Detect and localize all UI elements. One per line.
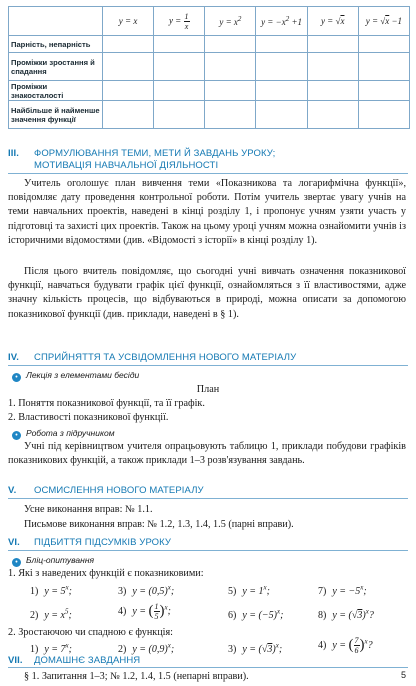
plan-item: 2. Властивості показникової функції. (8, 412, 169, 423)
section-4-paragraph: Учні під керівництвом учителя опрацьовують таблицю 1, приклади побудови графіків показникових функцій, а також приклади 1–3 розв'язування завдань. (8, 441, 406, 467)
table-row (9, 36, 410, 53)
option: 4) y = ( $\frac{7}{6}$ )$^x$? (318, 636, 373, 655)
plan-title: План (196, 384, 220, 395)
question-2: 2. Зростаючою чи спадною є функція: (8, 627, 174, 638)
section-3-paragraph-2: Після цього вчитель повідомляє, що сьогодні учні вивчать означення показникової функції, навчаться будувати графік цієї функції, ознайомляться з її властивостями, адже значну кількість процесів, що відбуваються в природі, можна описати за допомогою показникової функції (див. приклади, наведені в § 1). (8, 266, 406, 320)
subheading-blitz: • Бліц-опитування (12, 555, 94, 567)
row-label: Проміжки зростання й спадання (9, 53, 103, 81)
option: 6) $y = (-5)^x$; (228, 608, 284, 622)
option: 1) $y = 7^x$; (30, 642, 72, 656)
row-label: Найбільше й найменше значення функції (9, 101, 103, 129)
homework-line: § 1. Запитання 1–3; № 1.2, 1.4, 1.5 (непарні вправи). (24, 671, 249, 682)
table-row (9, 53, 410, 81)
option: 1) $y = 5^x$; (30, 584, 72, 598)
option: 3) $y = (√3)^x$; (228, 642, 283, 656)
option: 5) $y = 1^x$; (228, 584, 270, 598)
table-header-row (9, 7, 410, 36)
page-number: 5 (400, 670, 406, 680)
header-y-x-squared: $y = x^2$ (205, 7, 256, 36)
plan-item: 1. Поняття показникової функції, та її графік. (8, 398, 205, 409)
header-y-sqrt-x-minus-1: y = √x −1 (358, 7, 409, 36)
section-heading-6: VI. ПІДБИТТЯ ПІДСУМКІВ УРОКУ (8, 537, 408, 548)
section-heading-7: VII. ДОМАШНЄ ЗАВДАННЯ (8, 655, 408, 666)
option: 2) $y = x^5$; (30, 608, 72, 622)
table-row (9, 81, 410, 101)
row-label: Проміжки знакосталості (9, 81, 103, 101)
header-y-x: y = x (103, 7, 154, 36)
row-label: Парність, непарність (9, 36, 103, 53)
table-corner-cell (9, 7, 103, 36)
option: 2) $y = (0,9)^x$; (118, 642, 175, 656)
option: 4) y = ( $\frac{1}{5}$ )$^x$; (118, 602, 171, 621)
question-1: 1. Які з наведених функцій є показниковими: (8, 568, 204, 579)
option: 3) $y = (0,5)^x$; (118, 584, 175, 598)
subheading-textbook: • Робота з підручником (12, 428, 115, 440)
subheading-lecture: • Лекція з елементами бесіди (12, 370, 139, 382)
header-y-sqrt-x: y = √x (307, 7, 358, 36)
function-properties-table (8, 6, 410, 129)
bullet-icon: • (12, 373, 21, 382)
header-y-minus-x-squared-plus-1: $y = -x^2 +1$ (256, 7, 307, 36)
written-exercises: Письмове виконання вправ: № 1.2, 1.3, 1.4, 1.5 (парні вправи). (24, 519, 294, 530)
section-3-paragraph-1: Учитель оголошує план вивчення теми «Показникова та логарифмічна функції», повідомляє дату проведення контрольної роботи. Потім учитель звертає увагу учнів на теми навчальних проектів, наведені в кінці розділу 1, і пропонує учням узяти участь у підготовці та захисті цих проектів. Також на цьому уроці учням можна ознайомити учнів із історичними відомостями (див. «Відомості з історії» в кінці розділу 1). (8, 178, 406, 246)
section-heading-5: V. ОСМИСЛЕННЯ НОВОГО МАТЕРІАЛУ (8, 485, 408, 496)
bullet-icon: • (12, 431, 21, 440)
section-heading-3: III. ФОРМУЛЮВАННЯ ТЕМИ, МЕТИ Й ЗАВДАНЬ УРОКУ; МОТИВАЦІЯ НАВЧАЛЬНОЇ ДІЯЛЬНОСТІ (8, 148, 408, 171)
option: 7) $y = -5^x$; (318, 584, 367, 598)
section-heading-4: IV. СПРИЙНЯТТЯ ТА УСВІДОМЛЕННЯ НОВОГО МАТЕРІАЛУ (8, 352, 408, 363)
option: 8) $y = (√3)^x$? (318, 608, 374, 622)
header-y-1-over-x: y = $\frac{1}{x}$ (154, 7, 205, 36)
oral-exercises: Усне виконання вправ: № 1.1. (24, 504, 153, 515)
table-row (9, 101, 410, 129)
bullet-icon: • (12, 558, 21, 567)
